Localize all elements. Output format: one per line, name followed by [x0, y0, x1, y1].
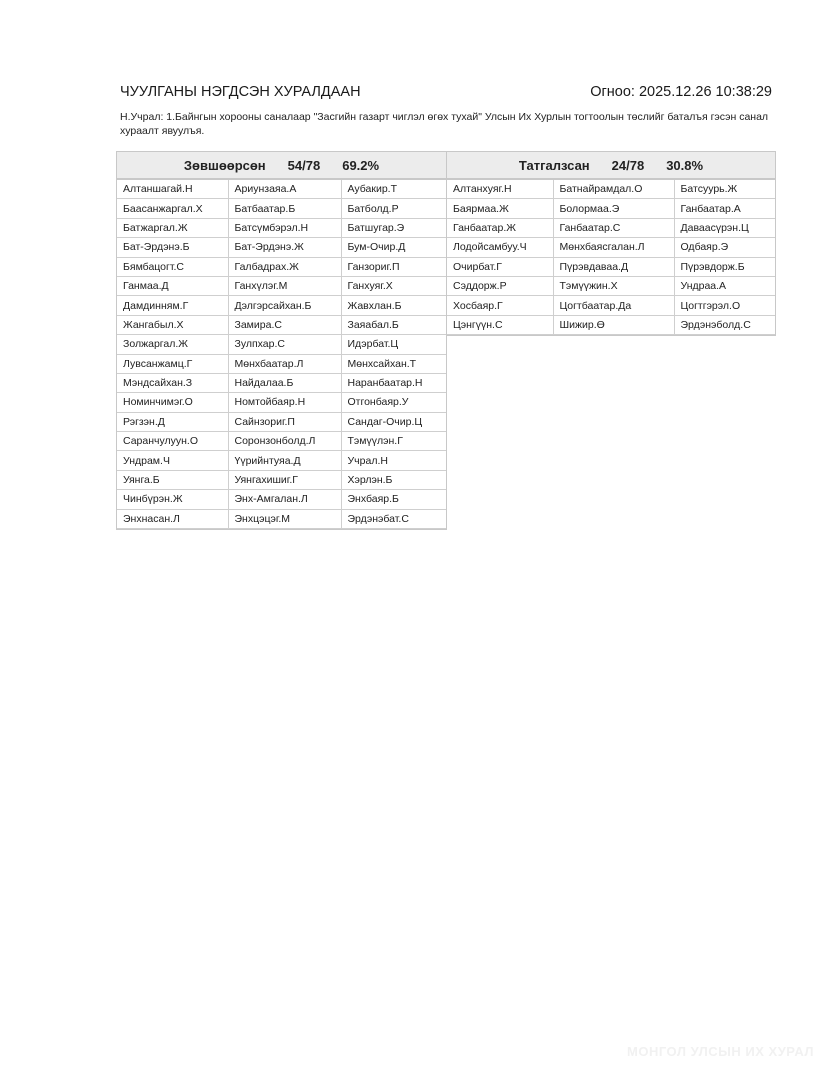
- member-name: Энх-Амгалан.Л: [228, 490, 341, 509]
- rejected-count: 24/78: [611, 157, 645, 173]
- table-row: [117, 373, 446, 392]
- approved-panel: [116, 151, 447, 530]
- member-name: Пүрэвдаваа.Д: [553, 257, 674, 276]
- member-name: Цэнгүүн.С: [447, 315, 553, 334]
- table-row: [447, 257, 775, 276]
- rejected-percent: 30.8%: [666, 157, 704, 173]
- member-name: Ундраа.А: [674, 276, 775, 295]
- member-name: Чинбүрэн.Ж: [117, 490, 228, 509]
- member-name: Батсуурь.Ж: [674, 180, 775, 199]
- member-name: Пүрэвдорж.Б: [674, 257, 775, 276]
- report-header: [120, 84, 772, 100]
- member-name: Ганхүлэг.М: [228, 276, 341, 295]
- member-name: Баярмаа.Ж: [447, 199, 553, 218]
- table-row: [117, 296, 446, 315]
- member-name: Батнайрамдал.О: [553, 180, 674, 199]
- rejected-table: [447, 180, 775, 335]
- member-name: Батболд.Р: [341, 199, 446, 218]
- member-name: Заяабал.Б: [341, 315, 446, 334]
- member-name: Батжаргал.Ж: [117, 218, 228, 237]
- member-name: Мөнхбаясгалан.Л: [553, 238, 674, 257]
- rejected-label: Татгалзсан: [518, 157, 590, 173]
- member-name: Сандаг-Очир.Ц: [341, 412, 446, 431]
- table-row: [447, 199, 775, 218]
- member-name: Даваасүрэн.Ц: [674, 218, 775, 237]
- member-name: Эрдэнэбат.С: [341, 509, 446, 528]
- member-name: Батшугар.Э: [341, 218, 446, 237]
- table-row: [117, 470, 446, 489]
- member-name: Цогтбаатар.Да: [553, 296, 674, 315]
- member-name: Ариунзаяа.А: [228, 180, 341, 199]
- table-row: [447, 276, 775, 295]
- member-name: Уянгахишиг.Г: [228, 470, 341, 489]
- member-name: Галбадрах.Ж: [228, 257, 341, 276]
- member-name: Уянга.Б: [117, 470, 228, 489]
- approved-percent: 69.2%: [342, 157, 380, 173]
- member-name: Бат-Эрдэнэ.Б: [117, 238, 228, 257]
- approved-header: [117, 152, 446, 180]
- member-name: Учрал.Н: [341, 451, 446, 470]
- member-name: Идэрбат.Ц: [341, 335, 446, 354]
- member-name: Отгонбаяр.У: [341, 393, 446, 412]
- member-name: Золжаргал.Ж: [117, 335, 228, 354]
- member-name: Тэмүүлэн.Г: [341, 432, 446, 451]
- member-name: Хосбаяр.Г: [447, 296, 553, 315]
- member-name: Рэгзэн.Д: [117, 412, 228, 431]
- member-name: Ундрам.Ч: [117, 451, 228, 470]
- table-row: [117, 393, 446, 412]
- vote-description: Н.Учрал: 1.Байнгын хорооны саналаар "Засгийн газарт чиглэл өгөх тухай" Улсын Их Хурлын тогтоолын төслийг баталъя гэсэн санал хураалт явуулъя.: [120, 111, 769, 137]
- member-name: Энхцэцэг.М: [228, 509, 341, 528]
- member-name: Алтаншагай.Н: [117, 180, 228, 199]
- table-row: [117, 238, 446, 257]
- member-name: Одбаяр.Э: [674, 238, 775, 257]
- table-row: [117, 432, 446, 451]
- member-name: Дэлгэрсайхан.Б: [228, 296, 341, 315]
- member-name: Баасанжаргал.Х: [117, 199, 228, 218]
- member-name: Лувсанжамц.Г: [117, 354, 228, 373]
- member-name: Цогтгэрэл.О: [674, 296, 775, 315]
- member-name: Саранчулуун.О: [117, 432, 228, 451]
- table-row: [117, 335, 446, 354]
- member-name: Шижир.Ө: [553, 315, 674, 334]
- member-name: Алтанхуяг.Н: [447, 180, 553, 199]
- member-name: Номтойбаяр.Н: [228, 393, 341, 412]
- member-name: Наранбаатар.Н: [341, 373, 446, 392]
- table-row: [117, 354, 446, 373]
- table-row: [447, 238, 775, 257]
- member-name: Батсүмбэрэл.Н: [228, 218, 341, 237]
- member-name: Энхнасан.Л: [117, 509, 228, 528]
- member-name: Жавхлан.Б: [341, 296, 446, 315]
- member-name: Дамдинням.Г: [117, 296, 228, 315]
- member-name: Найдалаа.Б: [228, 373, 341, 392]
- member-name: Энхбаяр.Б: [341, 490, 446, 509]
- member-name: Бат-Эрдэнэ.Ж: [228, 238, 341, 257]
- member-name: Бямбацогт.С: [117, 257, 228, 276]
- member-name: Жангабыл.Х: [117, 315, 228, 334]
- member-name: Ганзориг.П: [341, 257, 446, 276]
- watermark: МОНГОЛ УЛСЫН ИХ ХУРАЛ: [627, 1044, 814, 1059]
- member-name: Бум-Очир.Д: [341, 238, 446, 257]
- table-row: [447, 315, 775, 334]
- table-row: [447, 180, 775, 199]
- member-name: Ганбаатар.Ж: [447, 218, 553, 237]
- table-row: [117, 451, 446, 470]
- table-row: [117, 509, 446, 528]
- table-row: [447, 218, 775, 237]
- member-name: Замира.С: [228, 315, 341, 334]
- member-name: Зулпхар.С: [228, 335, 341, 354]
- approved-count: 54/78: [287, 157, 321, 173]
- member-name: Номинчимэг.О: [117, 393, 228, 412]
- member-name: Тэмүүжин.Х: [553, 276, 674, 295]
- member-name: Ганбаатар.С: [553, 218, 674, 237]
- table-row: [117, 412, 446, 431]
- member-name: Эрдэнэболд.С: [674, 315, 775, 334]
- table-row: [117, 199, 446, 218]
- approved-label: Зөвшөөрсөн: [183, 157, 266, 173]
- table-row: [447, 296, 775, 315]
- vote-date: Огноо: 2025.12.26 10:38:29: [590, 84, 772, 100]
- rejected-header: [447, 152, 775, 180]
- rejected-panel: [446, 151, 776, 336]
- table-row: [117, 490, 446, 509]
- member-name: Болормаа.Э: [553, 199, 674, 218]
- table-row: [117, 218, 446, 237]
- member-name: Лодойсамбуу.Ч: [447, 238, 553, 257]
- member-name: Сэддорж.Р: [447, 276, 553, 295]
- member-name: Ганбаатар.А: [674, 199, 775, 218]
- member-name: Соронзонболд.Л: [228, 432, 341, 451]
- table-row: [117, 276, 446, 295]
- member-name: Үүрийнтуяа.Д: [228, 451, 341, 470]
- page-title: ЧУУЛГАНЫ НЭГДСЭН ХУРАЛДААН: [120, 84, 361, 100]
- member-name: Аубакир.Т: [341, 180, 446, 199]
- approved-table: [117, 180, 446, 529]
- member-name: Батбаатар.Б: [228, 199, 341, 218]
- member-name: Очирбат.Г: [447, 257, 553, 276]
- table-row: [117, 257, 446, 276]
- member-name: Ганхуяг.Х: [341, 276, 446, 295]
- table-row: [117, 315, 446, 334]
- member-name: Сайнзориг.П: [228, 412, 341, 431]
- member-name: Ганмаа.Д: [117, 276, 228, 295]
- member-name: Мөнхбаатар.Л: [228, 354, 341, 373]
- table-row: [117, 180, 446, 199]
- member-name: Мэндсайхан.З: [117, 373, 228, 392]
- member-name: Мөнхсайхан.Т: [341, 354, 446, 373]
- member-name: Хэрлэн.Б: [341, 470, 446, 489]
